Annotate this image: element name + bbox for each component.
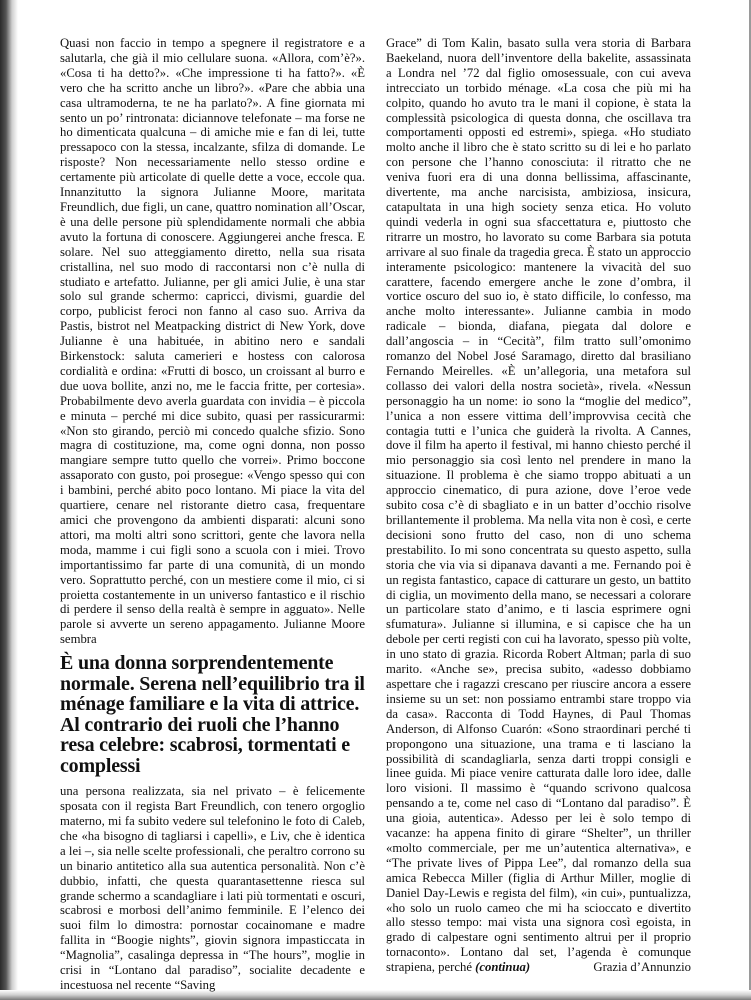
article-paragraph: una persona realizzata, sia nel privato – è felicemente sposata con il regista Bart Freundlich, con tenero orgoglio materno, mi fa subito vedere sul telefonino le foto di Caleb, che «ha bisogno di tagliarsi i capelli», e Liv, che è identica a lei –, sia nelle scelte professionali, che peraltro corrono su un binario antitetico alla sua autentica personalità. Non c’è dubbio, infatti, che questa quarantasettenne riesca sul grande schermo a scandagliare i lati più tormentati e oscuri, scabrosi e morbosi dell’animo femminile. E l’elenco dei suoi film lo dimostra: pornostar cocainomane e madre fallita in “Boogie nights”, giovin signora impasticcata in “Magnolia”, casalinga depressa in “The hours”, moglie in crisi in “Lontano dal paradiso”, socialite decadente e incestuosa nel recente “Saving: [60, 784, 365, 992]
article-paragraph: [386, 36, 691, 975]
left-column: [60, 36, 365, 993]
article-paragraph: Quasi non faccio in tempo a spegnere il registratore e a salutarla, che già il mio cellulare suona. «Allora, com’è?». «Cosa ti ha detto?». «Che impressione ti ha fatto?». «È vero che ha scritto anche un libro?». «Pare che abbia una casa ultramoderna, te ne ha parlato?». A fine giornata mi sento un po’ rintronata: diciannove telefonate – ma forse ne ho dimenticata qualcuna – di amiche mie e fan di lei, tutte pressapoco con la stessa, incalzante, sfilza di domande. Le risposte? Non necessariamente nello stesso ordine e certamente più articolate di quelle dette a voce, eccole qua. Innanzitutto la signora Julianne Moore, maritata Freundlich, due figli, un cane, quattro nomination all’Oscar, è una delle persone più splendidamente normali che abbia avuto la fortuna di conoscere. Aggiungerei anche fresca. E solare. Nel suo atteggiamento diretto, nella sua risata cristallina, nel suo modo di raccontarsi non c’è nulla di studiato e artefatto. Julianne, per gli amici Julie, è una star solo sul grande schermo: capricci, divismi, guardie del corpo, publicist feroci non fanno al caso suo. Arriva da Pastis, bistrot nel Meatpacking district di New York, dove Julianne è una habituée, in abitino nero e sandali Birkenstock: saluta camerieri e hostess con calorosa cordialità e ordina: «Frutti di bosco, un croissant al burro e due uova bollite, anzi no, me le faccia fritte, per cortesia». Probabilmente devo averla guardata con invidia – è piccola e minuta – perché mi dice subito, quasi per rassicurarmi: «Non sto girando, perciò mi concedo qualche sfizio. Sono magra di costituzione, ma, come ogni donna, non posso mangiare sempre tutto quello che vorrei». Primo boccone assaporato con gusto, poi prosegue: «Vengo spesso qui con i bambini, perché abito poco lontano. Mi piace la vita del quartiere, cenare nel ristorante dietro casa, frequentare amici che provengono da ambienti disparati: alcuni sono attori, ma molti altri sono scrittori, gente che lavora nella moda, mamme i cui figli sono a scuola con i miei. Trovo importantissimo far parte di una comunità, di un mondo vero. Soprattutto perché, con un mestiere come il mio, ci si proietta costantemente in un universo fantastico e il rischio di perdere il senso della realtà è sempre in agguato». Nelle parole si avverte un sereno appagamento. Julianne Moore sembra: [60, 36, 365, 647]
continued-marker: (continua): [475, 960, 531, 975]
author-byline: Grazia d’Annunzio: [593, 960, 691, 975]
right-column: [386, 36, 691, 975]
article-text: Grace” di Tom Kalin, basato sulla vera storia di Barbara Baekeland, nuora dell’inventore della bakelite, assassinata a Londra nel ’72 dal figlio omosessuale, con cui aveva intrecciato un torbido ménage. «La cosa che più mi ha colpito, quando ho avuto tra le mani il copione, è stata la complessità psicologica di questa donna, che oscillava tra comportamenti opposti ed estremi», spiega. «Ho studiato molto anche il libro che è stato scritto su di lei e ho parlato con persone che l’hanno conosciuta: il ritratto che ne veniva fuori era di una donna bellissima, affascinante, divertente, ma anche narcisista, ambiziosa, insicura, catapultata in una high society senza etica. Ho voluto quindi vederla in ogni sua sfaccettatura e, piuttosto che ritrarre un mostro, ho lavorato su come Barbara sia potuta arrivare al suo finale da tragedia greca. È stato un approccio interamente psicologico: mantenere la vivacità del suo carattere, facendo emergere anche le zone d’ombra, il vortice oscuro del suo io, è stato difficile, lo confesso, ma anche molto interessante». Julianne cambia in modo radicale – bionda, diafana, piegata dal dolore e dall’angoscia – in “Cecità”, film tratto sull’omonimo romanzo del Nobel José Saramago, diretto dal brasiliano Fernando Meirelles. «È un’allegoria, una metafora sul collasso dei valori della nostra società», rivela. «Nessun personaggio ha un nome: io sono la “moglie del medico”, l’unica a non essere vittima dell’improvvisa cecità che contagia tutti e l’unica che guiderà la rivolta. A Cannes, dove il film ha aperto il festival, mi hanno chiesto perché il mio personaggio sia così lento nel prendere in mano la situazione. Il problema è che siamo troppo abituati a un approccio cinematico, di pura azione, dove l’eroe vede subito cosa c’è di sbagliato e in un batter d’occhio risolve brillantemente il problema. Ma nella vita non è così, e certe decisioni sono frutto del caso, non di uno schema prestabilito. Io mi sono concentrata su questo aspetto, sulla storia che via via si dipanava davanti a me. Fernando poi è un regista fantastico, capace di catturare un gesto, un battito di ciglia, un movimento della mano, se necessari a colorare un particolare stato d’animo, e ti lascia esprimere ogni sfumatura». Julianne si illumina, e si capisce che ha un debole per certi registi con cui ha lavorato, spesso più volte, in uno stato di grazia. Ricorda Robert Altman; parla di suo marito. «Anche se», precisa subito, «adesso dobbiamo aspettare che i ragazzi crescano per riuscire ancora a essere insieme su un set: non possiamo entrambi stare troppo via da casa». Racconta di Todd Haynes, di Paul Thomas Anderson, di Alfonso Cuarón: «Sono straordinari perché ti propongono una situazione, una trama e ti lasciano la possibilità di scandagliarla, senza darti troppi consigli e linee guida. Mi piace venire catturata dalle loro idee, dalle loro visioni. Il massimo è “quando scrivono qualcosa pensando a te, come nel caso di “Lontano dal paradiso”. È una gioia, autentica». Adesso per lei è solo tempo di vacanze: ha appena finito di girare “Shelter”, un thriller «molto commerciale, per me un’autentica alternativa», e “The private lives of Pippa Lee”, dal romanzo della sua amica Rebecca Miller (figlia di Arthur Miller, moglie di Daniel Day-Lewis e regista del film), «in cui», puntualizza, «ho solo un ruolo cameo che mi ha scioccato e divertito allo stesso tempo: mai vista una signora così egoista, in grado di calpestare ogni sentimento altrui per il proprio tornaconto». Lontano dal set, l’agenda è comunque strapiena, perché: [386, 36, 691, 975]
pull-quote: È una donna sorprendentemente normale. Serena nell’equilibrio tra il ménage familiare e la vita di attrice. Al contrario dei ruoli che l’hanno resa celebre: scabrosi, tormentati e complessi: [60, 652, 365, 777]
page-binding-shadow: [0, 0, 18, 1000]
